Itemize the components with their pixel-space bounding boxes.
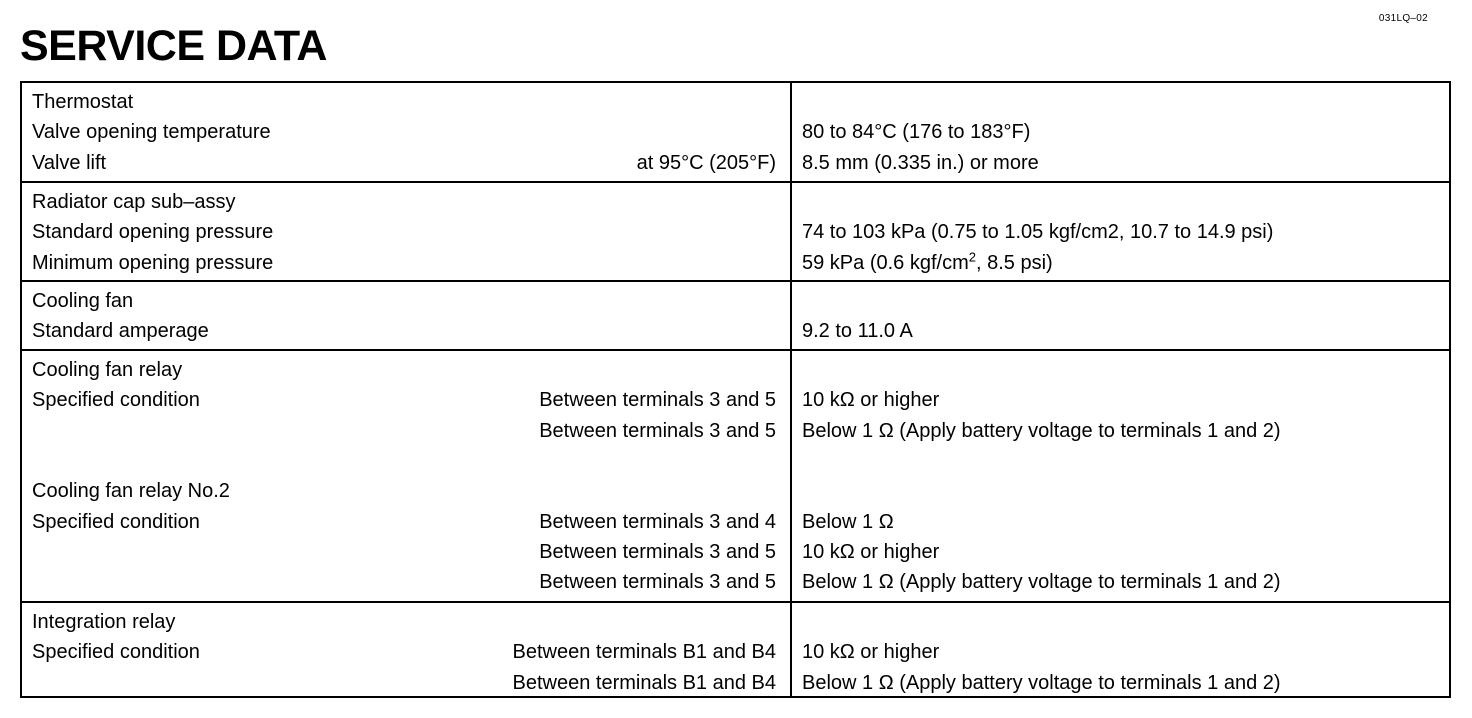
row-value-text: Below 1 Ω (Apply battery voltage to terminals 1 and 2) <box>802 671 1281 694</box>
row-label: Thermostat <box>32 91 134 113</box>
table-row <box>22 248 1449 278</box>
row-label: Standard amperage <box>32 320 209 343</box>
row-value <box>802 637 939 667</box>
table-row <box>22 416 1449 446</box>
row-value-text: Below 1 Ω (Apply battery voltage to terminals 1 and 2) <box>802 571 1281 594</box>
row-label: Integration relay <box>32 611 176 633</box>
section-cooling-fan <box>22 280 1449 349</box>
table-row <box>22 117 1449 147</box>
table-row <box>22 637 1449 667</box>
section-thermostat <box>22 83 1449 181</box>
row-label: Radiator cap sub–assy <box>32 191 236 213</box>
row-value <box>802 117 1030 147</box>
row-value <box>802 316 913 346</box>
row-value-text: 8.5 mm (0.335 in.) or more <box>802 151 1039 174</box>
row-value <box>802 668 1281 698</box>
row-condition: Between terminals B1 and B4 <box>512 641 776 664</box>
table-row <box>22 537 1449 567</box>
row-label: Specified condition <box>32 389 200 412</box>
table-row <box>22 668 1449 698</box>
row-label: Specified condition <box>32 510 200 533</box>
document-code: 031LQ–02 <box>1378 13 1428 24</box>
table-row <box>22 476 1449 506</box>
table-row <box>22 217 1449 247</box>
row-label: Cooling fan relay No.2 <box>32 480 230 503</box>
table-row <box>22 316 1449 346</box>
row-value-text: Below 1 Ω <box>802 510 894 533</box>
row-condition: Between terminals 3 and 5 <box>539 389 776 412</box>
service-data-table <box>20 81 1451 698</box>
row-value <box>802 416 1281 446</box>
section-integration-relay <box>22 601 1449 698</box>
table-row <box>22 567 1449 597</box>
table-row <box>22 385 1449 415</box>
row-label: Cooling fan relay <box>32 359 183 381</box>
row-value <box>802 248 1053 278</box>
row-value <box>802 537 939 567</box>
table-row <box>22 446 1449 476</box>
row-value <box>802 148 1039 178</box>
row-condition: Between terminals 3 and 5 <box>539 419 776 442</box>
row-condition: Between terminals 3 and 5 <box>539 571 776 594</box>
row-value-text: 59 kPa (0.6 kgf/cm <box>802 251 969 274</box>
row-label: Standard opening pressure <box>32 221 274 244</box>
row-label: Specified condition <box>32 641 200 664</box>
table-row <box>22 507 1449 537</box>
row-label: Valve opening temperature <box>32 121 271 144</box>
row-label: Minimum opening pressure <box>32 251 274 274</box>
row-value-text: Below 1 Ω (Apply battery voltage to terminals 1 and 2) <box>802 419 1281 442</box>
row-value <box>802 507 894 537</box>
table-row <box>22 187 1449 217</box>
row-value <box>802 567 1281 597</box>
row-value <box>802 217 1273 247</box>
page-title: SERVICE DATA <box>20 22 327 70</box>
table-row <box>22 607 1449 637</box>
table-row <box>22 286 1449 316</box>
row-label: Valve lift <box>32 151 107 174</box>
row-label: Cooling fan <box>32 290 134 312</box>
section-cooling-fan-relay <box>22 349 1449 601</box>
row-value-text: 10 kΩ or higher <box>802 389 940 412</box>
table-row <box>22 87 1449 117</box>
row-value-text: 80 to 84°C (176 to 183°F) <box>802 121 1031 144</box>
row-condition: Between terminals 3 and 4 <box>539 510 776 533</box>
section-radiator-cap <box>22 181 1449 280</box>
row-value-text: 10 kΩ or higher <box>802 540 940 563</box>
row-condition: Between terminals B1 and B4 <box>512 671 776 694</box>
row-value <box>802 385 939 415</box>
row-condition: Between terminals 3 and 5 <box>539 540 776 563</box>
row-value-text: 10 kΩ or higher <box>802 641 940 664</box>
row-value-text: 9.2 to 11.0 A <box>802 320 913 343</box>
table-row <box>22 148 1449 178</box>
table-row <box>22 355 1449 385</box>
row-value-text: 74 to 103 kPa (0.75 to 1.05 kgf/cm2, 10.7 to 14.9 psi) <box>802 221 1274 244</box>
row-value-suffix: , 8.5 psi) <box>975 251 1053 274</box>
row-value-superscript: 2 <box>968 248 976 264</box>
row-condition: at 95°C (205°F) <box>636 151 776 174</box>
